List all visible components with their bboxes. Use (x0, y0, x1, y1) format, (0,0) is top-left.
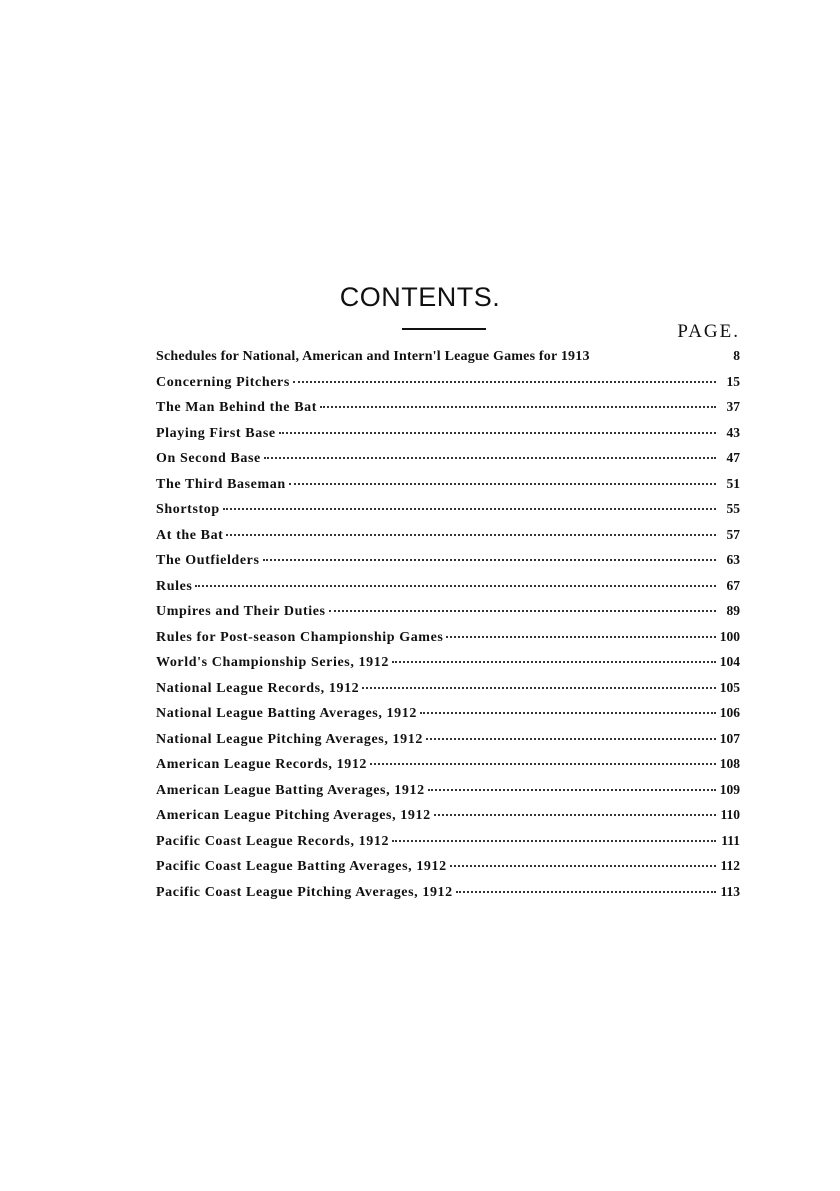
toc-entry-page: 100 (719, 628, 740, 644)
toc-entry-page: 105 (719, 679, 740, 695)
toc-entry (156, 476, 740, 502)
toc-entry-title: National League Batting Averages, 1912 (156, 706, 417, 721)
toc-entry-title: National League Records, 1912 (156, 680, 360, 696)
toc-entry-page: 89 (726, 603, 740, 618)
toc-entry-title: On Second Base (156, 451, 261, 466)
dot-leader (450, 865, 716, 867)
toc-entry-title: American League Pitching Averages, 1912 (156, 808, 431, 823)
toc-entry (156, 731, 740, 757)
toc-entry-title: The Man Behind the Bat (156, 400, 317, 415)
toc-entry-title: World's Championship Series, 1912 (156, 655, 389, 670)
toc-entry-title: Rules for Post-season Championship Games (156, 629, 444, 645)
toc-entry-title: American League Records, 1912 (156, 757, 368, 772)
toc-entry (156, 884, 740, 910)
toc-entry-title: The Third Baseman (156, 476, 286, 492)
toc-entry-title: Playing First Base (156, 425, 276, 441)
dot-leader (289, 483, 716, 485)
toc-entry-page: 8 (733, 348, 740, 363)
toc-entry-page: 57 (726, 526, 740, 542)
toc-entry-title: Pacific Coast League Batting Averages, 1912 (156, 859, 447, 874)
dot-leader (226, 534, 716, 536)
toc-entry-title: American League Batting Averages, 1912 (156, 782, 425, 798)
dot-leader (320, 406, 716, 408)
toc-entry-title: Shortstop (156, 502, 220, 517)
toc-entry (156, 399, 740, 425)
toc-entry (156, 705, 740, 731)
toc-entry-title: Concerning Pitchers (156, 374, 290, 390)
dot-leader (362, 687, 715, 689)
toc-entry (156, 756, 740, 782)
toc-entry-page: 15 (726, 373, 740, 389)
dot-leader (428, 789, 716, 791)
title-rule (402, 328, 486, 330)
toc-entry (156, 527, 740, 553)
toc-entry (156, 807, 740, 833)
toc-entry (156, 348, 740, 374)
toc-entry-title: Umpires and Their Duties (156, 604, 326, 619)
dot-leader (420, 712, 716, 714)
table-of-contents (156, 348, 740, 909)
toc-entry (156, 501, 740, 527)
toc-entry-page: 110 (720, 807, 740, 822)
toc-entry-page: 63 (726, 552, 740, 567)
toc-entry-page: 37 (726, 399, 740, 414)
toc-entry (156, 425, 740, 451)
toc-entry-title: Schedules for National, American and Intern'l League Games for 1913 (156, 349, 590, 364)
toc-entry-page: 104 (719, 654, 740, 669)
toc-entry-title: National League Pitching Averages, 1912 (156, 731, 423, 747)
dot-leader (264, 457, 716, 459)
toc-entry (156, 552, 740, 578)
dot-leader (223, 508, 716, 510)
toc-entry-page: 43 (726, 424, 740, 440)
toc-entry (156, 374, 740, 400)
dot-leader (392, 661, 716, 663)
toc-entry-page: 108 (719, 756, 740, 771)
dot-leader (392, 840, 716, 842)
toc-entry-page: 55 (726, 501, 740, 516)
toc-entry-page: 67 (726, 577, 740, 593)
dot-leader (446, 636, 715, 638)
toc-entry (156, 680, 740, 706)
dot-leader (293, 381, 716, 383)
toc-entry (156, 578, 740, 604)
dot-leader (263, 559, 717, 561)
page-column-header: PAGE. (677, 321, 740, 342)
dot-leader (279, 432, 716, 434)
toc-entry-page: 111 (721, 832, 740, 848)
toc-entry-page: 113 (720, 883, 740, 899)
toc-entry (156, 450, 740, 476)
toc-entry (156, 629, 740, 655)
toc-entry-page: 106 (719, 705, 740, 720)
toc-entry-page: 51 (726, 475, 740, 491)
dot-leader (434, 814, 716, 816)
toc-entry-title: Rules (156, 578, 193, 594)
dot-leader (329, 610, 716, 612)
toc-entry-page: 112 (720, 858, 740, 873)
page-title: CONTENTS. (339, 282, 501, 312)
toc-entry-page: 109 (719, 781, 740, 797)
toc-entry (156, 858, 740, 884)
toc-entry-title: Pacific Coast League Pitching Averages, 1912 (156, 884, 453, 900)
toc-entry-title: Pacific Coast League Records, 1912 (156, 833, 390, 849)
toc-entry-title: At the Bat (156, 527, 224, 543)
dot-leader (370, 763, 716, 765)
toc-entry-title: The Outfielders (156, 553, 260, 568)
toc-entry-page: 107 (719, 730, 740, 746)
dot-leader (426, 738, 716, 740)
toc-entry (156, 654, 740, 680)
dot-leader (195, 585, 716, 587)
toc-entry (156, 833, 740, 859)
toc-entry-page: 47 (726, 450, 740, 465)
toc-entry (156, 603, 740, 629)
toc-entry (156, 782, 740, 808)
dot-leader (456, 891, 716, 893)
